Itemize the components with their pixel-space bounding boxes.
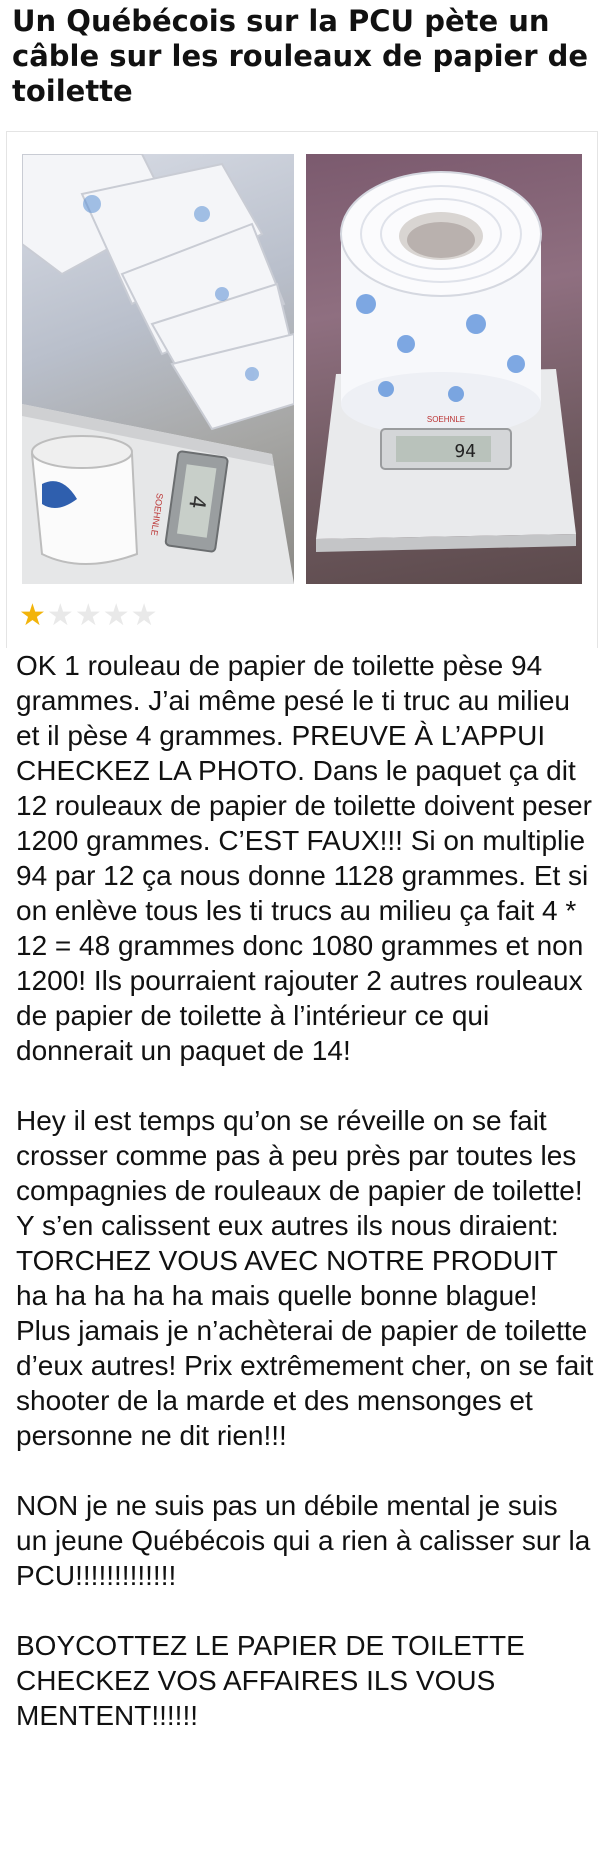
photo-tube-illustration (22, 154, 294, 584)
star-empty-icon: ★ (130, 599, 159, 632)
right-scale-readout: 94 (454, 441, 476, 462)
review-text (16, 648, 596, 1768)
star-empty-icon: ★ (74, 599, 103, 632)
paragraph-1: OK 1 rouleau de papier de toilette pèse 94 grammes. J’ai même pesé le ti truc au milieu et il pèse 4 grammes. PREUVE À L’APPUI CHECKEZ LA PHOTO. Dans le paquet ça dit 12 rouleaux de papier de toilette doivent peser 1200 grammes. C’EST FAUX!!! Si on multiplie 94 par 12 ça nous donne 1128 grammes. Et si on enlève tous les ti trucs au milieu ça fait 4 * 12 = 48 grammes donc 1080 grammes et non 1200! Ils pourraient rajouter 2 autres rouleaux de papier de toilette à l’intérieur ce qui donnerait un paquet de 14! (16, 650, 592, 1066)
star-filled-icon: ★ (19, 599, 47, 632)
photo-roll-on-scale (306, 154, 582, 584)
paragraph-2: Hey il est temps qu’on se réveille on se fait crosser comme pas à peu près par toutes les compagnies de rouleaux de papier de toilette! Y s’en calissent eux autres ils nous diraient: TORCHEZ VOUS AVEC NOTRE PRODUIT ha ha ha ha ha mais quelle bonne blague! Plus jamais je n’achèterai de papier de toilette d’eux autres! Prix extrêmement cher, on se fait shooter de la marde et des mensonges et personne ne dit rien!!! (16, 1105, 594, 1451)
left-scale-brand: SOEHNLE (149, 492, 165, 537)
star-empty-icon: ★ (102, 599, 131, 632)
review-card (6, 131, 598, 648)
headline: Un Québécois sur la PCU pète un câble sur les rouleaux de papier de toilette (12, 4, 589, 108)
paragraph-4: BOYCOTTEZ LE PAPIER DE TOILETTE CHECKEZ VOS AFFAIRES ILS VOUS MENTENT!!!!!! (16, 1630, 525, 1731)
star-rating (19, 598, 159, 634)
left-scale-readout: 4 (183, 493, 210, 511)
photo-tube-on-scale (22, 154, 294, 584)
photo-roll-illustration (306, 154, 582, 584)
star-empty-icon: ★ (46, 599, 75, 632)
paragraph-3: NON je ne suis pas un débile mental je suis un jeune Québécois qui a rien à calisser sur la PCU!!!!!!!!!!!!! (16, 1490, 591, 1591)
right-scale-brand: SOEHNLE (426, 415, 466, 424)
